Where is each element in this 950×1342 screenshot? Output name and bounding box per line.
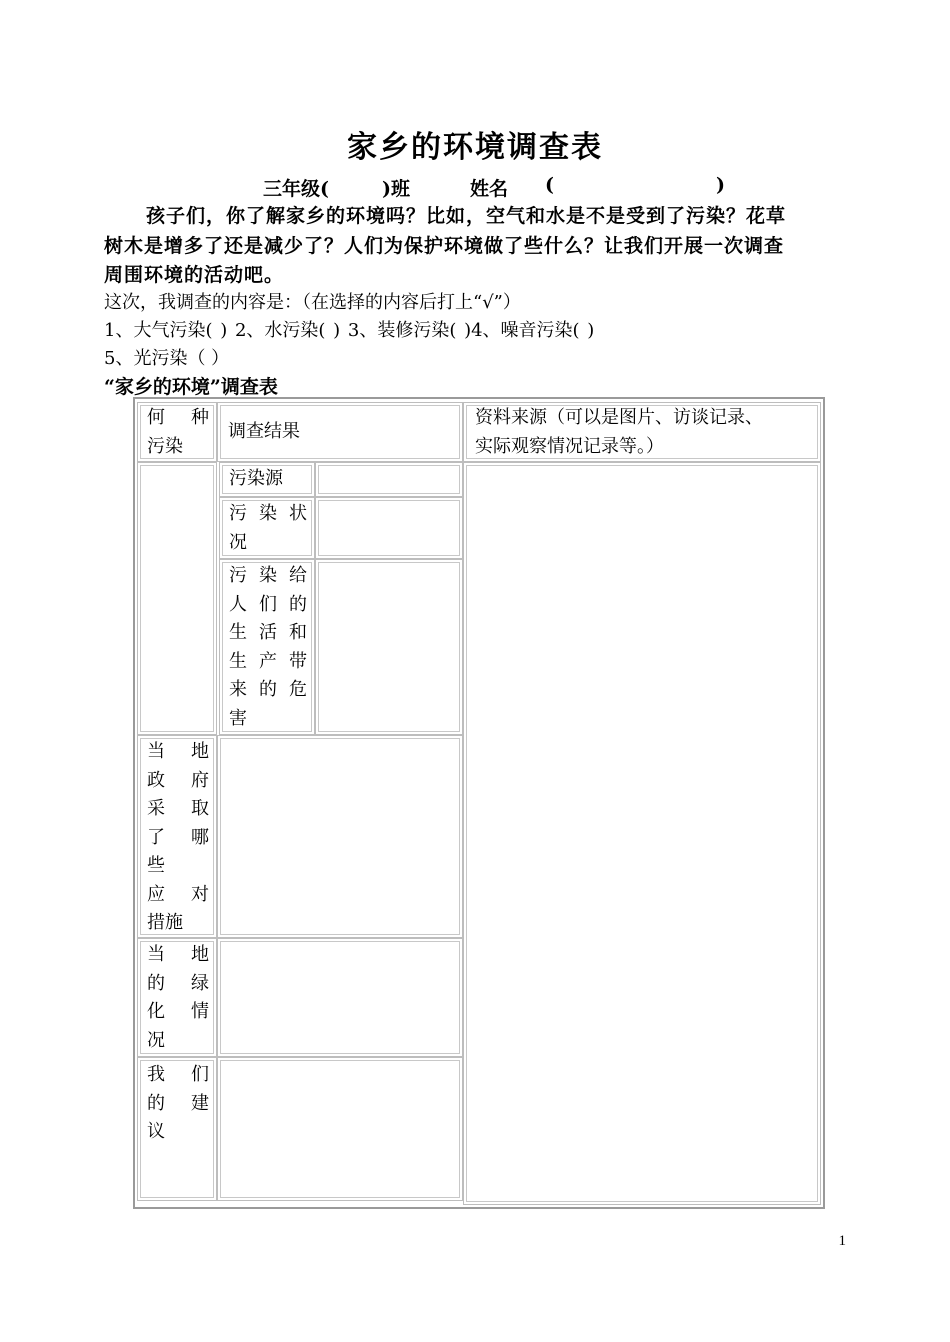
status-label: 污 染 状 况: [229, 503, 307, 553]
suggestion-value-cell[interactable]: [217, 1057, 463, 1201]
intro-line-3: 周围环境的活动吧。: [104, 264, 285, 286]
measures-value-cell[interactable]: [217, 735, 463, 938]
pollution-options-line-1: 1、大气污染( ) 2、水污染( ) 3、装修污染( )4、噪音污染( ): [104, 320, 595, 341]
source-label: 污染源: [229, 468, 283, 489]
pollution-type-input-cell[interactable]: [137, 462, 217, 735]
instruction: 这次，我调查的内容是：（在选择的内容后打上“√”）: [104, 292, 521, 313]
source-value-cell[interactable]: [315, 462, 463, 497]
class-label: )班: [382, 178, 410, 200]
greening-label: 当 地 的 绿 化 情 况: [147, 944, 209, 1051]
suggestion-label: 我 们 的 建 议: [147, 1064, 209, 1142]
name-paren-close: ): [716, 174, 725, 196]
header-pollution-type: 何 种 污染: [147, 407, 209, 457]
document-title: 家乡的环境调查表: [347, 130, 603, 165]
pollution-options-line-2: 5、光污染（ ）: [104, 348, 230, 369]
greening-value-cell[interactable]: [217, 938, 463, 1057]
name-paren-open: (: [545, 174, 554, 196]
intro-line-1: 孩子们，你了解家乡的环境吗？比如，空气和水是不是受到了污染？花草: [146, 205, 787, 227]
harm-value-cell[interactable]: [315, 559, 463, 735]
source-input-cell[interactable]: [463, 462, 821, 1205]
grade-label: 三年级(: [263, 178, 329, 200]
header-source: 资料来源（可以是图片、访谈记录、 实际观察情况记录等。）: [475, 407, 763, 457]
table-title: “家乡的环境”调查表: [104, 376, 278, 398]
intro-line-2: 树木是增多了还是减少了？人们为保护环境做了些什么？让我们开展一次调查: [104, 235, 785, 257]
header-results: 调查结果: [228, 421, 300, 442]
name-label: 姓名: [470, 178, 509, 200]
status-value-cell[interactable]: [315, 497, 463, 559]
harm-label: 污 染 给 人 们 的 生 活 和 生 产 带 来 的 危 害: [229, 565, 307, 729]
measures-label: 当 地 政 府 采 取 了 哪 些 应 对 措施: [147, 741, 209, 933]
page-number: 1: [838, 1233, 846, 1249]
